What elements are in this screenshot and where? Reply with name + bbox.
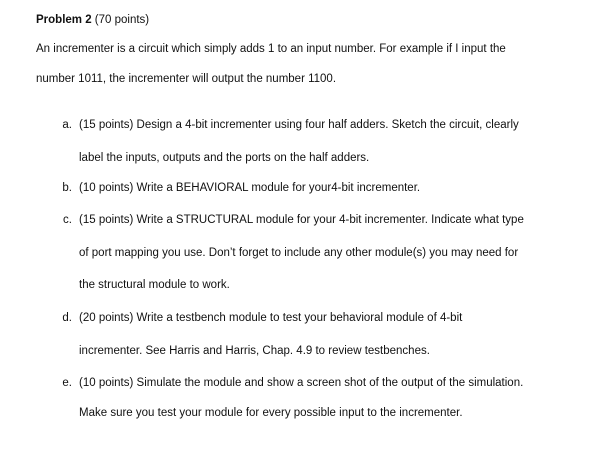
item-d-line-1: (20 points) Write a testbench module to test your behavioral module of 4-bit (79, 312, 463, 324)
problem-title (36, 13, 149, 27)
item-b-marker: b. (62, 182, 72, 194)
item-c-marker: c. (63, 214, 72, 226)
item-e-line-1: (10 points) Simulate the module and show a screen shot of the output of the simulation. (79, 377, 524, 389)
item-a-line-2: label the inputs, outputs and the ports on the half adders. (79, 152, 370, 164)
problem-title-bold: Problem 2 (36, 14, 92, 26)
problem-title-points: (70 points) (91, 14, 150, 26)
item-b-line-1: (10 points) Write a BEHAVIORAL module for your4-bit incrementer. (79, 182, 421, 194)
item-c-line-1: (15 points) Write a STRUCTURAL module for your 4-bit incrementer. Indicate what type (79, 214, 524, 226)
item-a-line-1: (15 points) Design a 4-bit incrementer using four half adders. Sketch the circuit, clearly (79, 119, 519, 131)
item-c-line-2: of port mapping you use. Don’t forget to include any other module(s) you may need for (79, 247, 519, 259)
item-c-line-3: the structural module to work. (79, 279, 230, 291)
item-d-line-2: incrementer. See Harris and Harris, Chap. 4.9 to review testbenches. (79, 345, 430, 357)
item-e-marker: e. (62, 377, 72, 389)
item-d-marker: d. (62, 312, 72, 324)
intro-line-2: number 1011, the incrementer will output the number 1100. (36, 73, 337, 85)
intro-line-1: An incrementer is a circuit which simply adds 1 to an input number. For example if I input the (36, 43, 506, 55)
item-e-line-2: Make sure you test your module for every possible input to the incrementer. (79, 407, 463, 419)
item-a-marker: a. (62, 119, 72, 131)
